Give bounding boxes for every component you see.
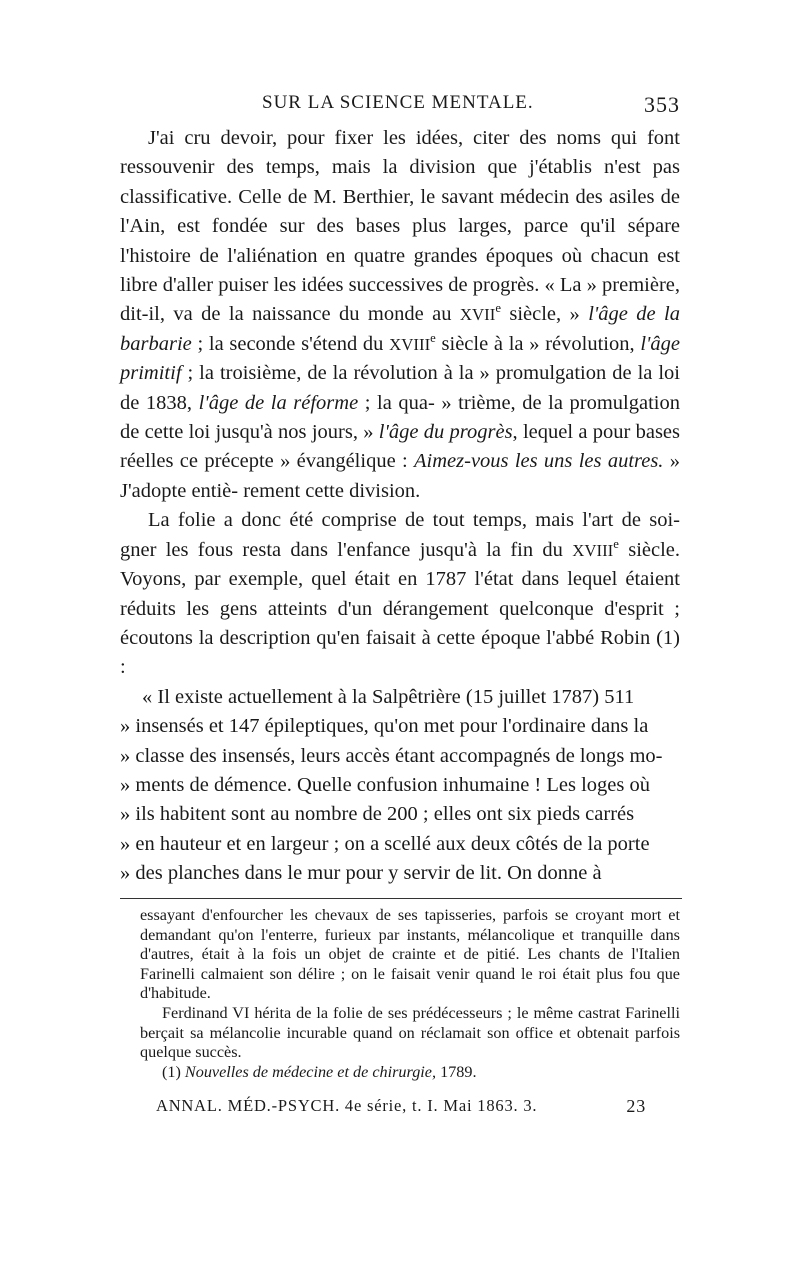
text-run: » J'adopte entiè- rement cette division. xyxy=(120,450,681,502)
text-run: siècle, » xyxy=(500,303,589,326)
italic-text: l'âge de la réforme xyxy=(198,391,359,414)
page-header xyxy=(120,92,680,122)
running-title: SUR LA SCIENCE MENTALE. xyxy=(262,92,534,113)
footnote-title: Nouvelles de médecine et de chirurgie, xyxy=(184,1062,437,1081)
text-run: XVII xyxy=(459,305,496,325)
sheet-signature: 23 xyxy=(626,1096,646,1116)
italic-text: l'âge du progrès xyxy=(378,421,513,444)
footnote-divider xyxy=(120,898,682,899)
footnote-year: 1789. xyxy=(440,1062,477,1081)
text-run: ; la troisième, de la révolution à la » promulgation de la loi de 1838, xyxy=(120,362,680,414)
text-run: XVIII xyxy=(389,334,431,354)
page-number: 353 xyxy=(644,92,680,117)
paragraph-2 xyxy=(120,506,680,682)
text-run: ; la seconde s'étend du xyxy=(191,332,390,355)
superscript: e xyxy=(430,331,436,346)
italic-text: l'âge primitif xyxy=(120,332,680,385)
text-run: La folie a donc été comprise de tout temps, mais l'art de soi- gner les fous resta dans l'enfance jusqu'à la fin du xyxy=(120,509,680,561)
text-run: , lequel a pour bases réelles ce précepte » évangélique : xyxy=(120,421,680,473)
superscript: e xyxy=(495,301,501,316)
quote-line: » classe des insensés, leurs accès étant accompagnés de longs mo- xyxy=(120,744,663,767)
footnote-ferdinand: Ferdinand VI hérita de la folie de ses prédécesseurs ; le même castrat Farinelli berçait sa mélancolie incurable quand on réclamait son office et obtenait parfois quelque succès. xyxy=(140,1003,680,1062)
body-text xyxy=(120,124,680,889)
quote-line: » ils habitent sont au nombre de 200 ; elles ont six pieds carrés xyxy=(120,803,635,826)
journal-signature: ANNAL. MÉD.-PSYCH. 4e série, t. I. Mai 1863. 3. xyxy=(156,1096,538,1115)
text-run: siècle. Voyons, par exemple, quel était en 1787 l'état dans lequel étaient réduits les gens atteints d'un dérangement quelconque d'esprit ; écoutons la description qu'en faisait à cette époque l'abbé Robin (1) : xyxy=(120,538,681,679)
footnote-continuation: essayant d'enfourcher les chevaux de ses tapisseries, parfois se croyant mort et demandant qu'on l'enterre, furieux par instants, mélancolique et tranquille dans d'autres, était à la fois un objet de crainte et de pitié. Les chants de l'Italien Farinelli calmaient son délire ; on le faisait venir quand le roi était plus fou que d'habitude. xyxy=(140,906,680,1003)
text-run: siècle à la » révolution, xyxy=(435,332,641,355)
text-run: XVIII xyxy=(572,540,614,560)
page-footer xyxy=(156,1096,646,1116)
text-run: J'ai cru devoir, pour fixer les idées, citer des noms qui font ressouvenir des temps, mais la division que j'établis n'est pas classificative. Celle de M. Berthier, le savant médecin des asiles de l'Ain, est fondée sur des bases plus larges, parce qu'il sépare l'histoire de l'aliénation en quatre grandes époques où chacun est libre d'aller puiser les idées successives de progrès. « La » première, dit-il, va de la naissance du monde au xyxy=(120,127,680,326)
superscript: e xyxy=(613,536,619,551)
quote-line: » des planches dans le mur pour y servir de lit. On donne à xyxy=(120,862,602,885)
footnote-marker: (1) xyxy=(162,1062,181,1081)
quote-line: » insensés et 147 épileptiques, qu'on met pour l'ordinaire dans la xyxy=(120,715,649,738)
italic-text: Aimez-vous les uns les autres. xyxy=(414,450,664,473)
quote-line: « Il existe actuellement à la Salpêtrière (15 juillet 1787) 511 xyxy=(142,685,635,708)
quotation xyxy=(120,683,680,889)
italic-text: l'âge de la barbarie xyxy=(120,303,680,355)
quote-line: » en hauteur et en largeur ; on a scellé aux deux côtés de la porte xyxy=(120,832,650,855)
quote-line: » ments de démence. Quelle confusion inhumaine ! Les loges où xyxy=(120,773,651,796)
footnotes xyxy=(140,906,680,1082)
text-run: ; la qua- » trième, de la promulgation de cette loi jusqu'à nos jours, » xyxy=(120,391,680,444)
paragraph-1 xyxy=(120,124,680,506)
footnote-1 xyxy=(140,1063,680,1083)
